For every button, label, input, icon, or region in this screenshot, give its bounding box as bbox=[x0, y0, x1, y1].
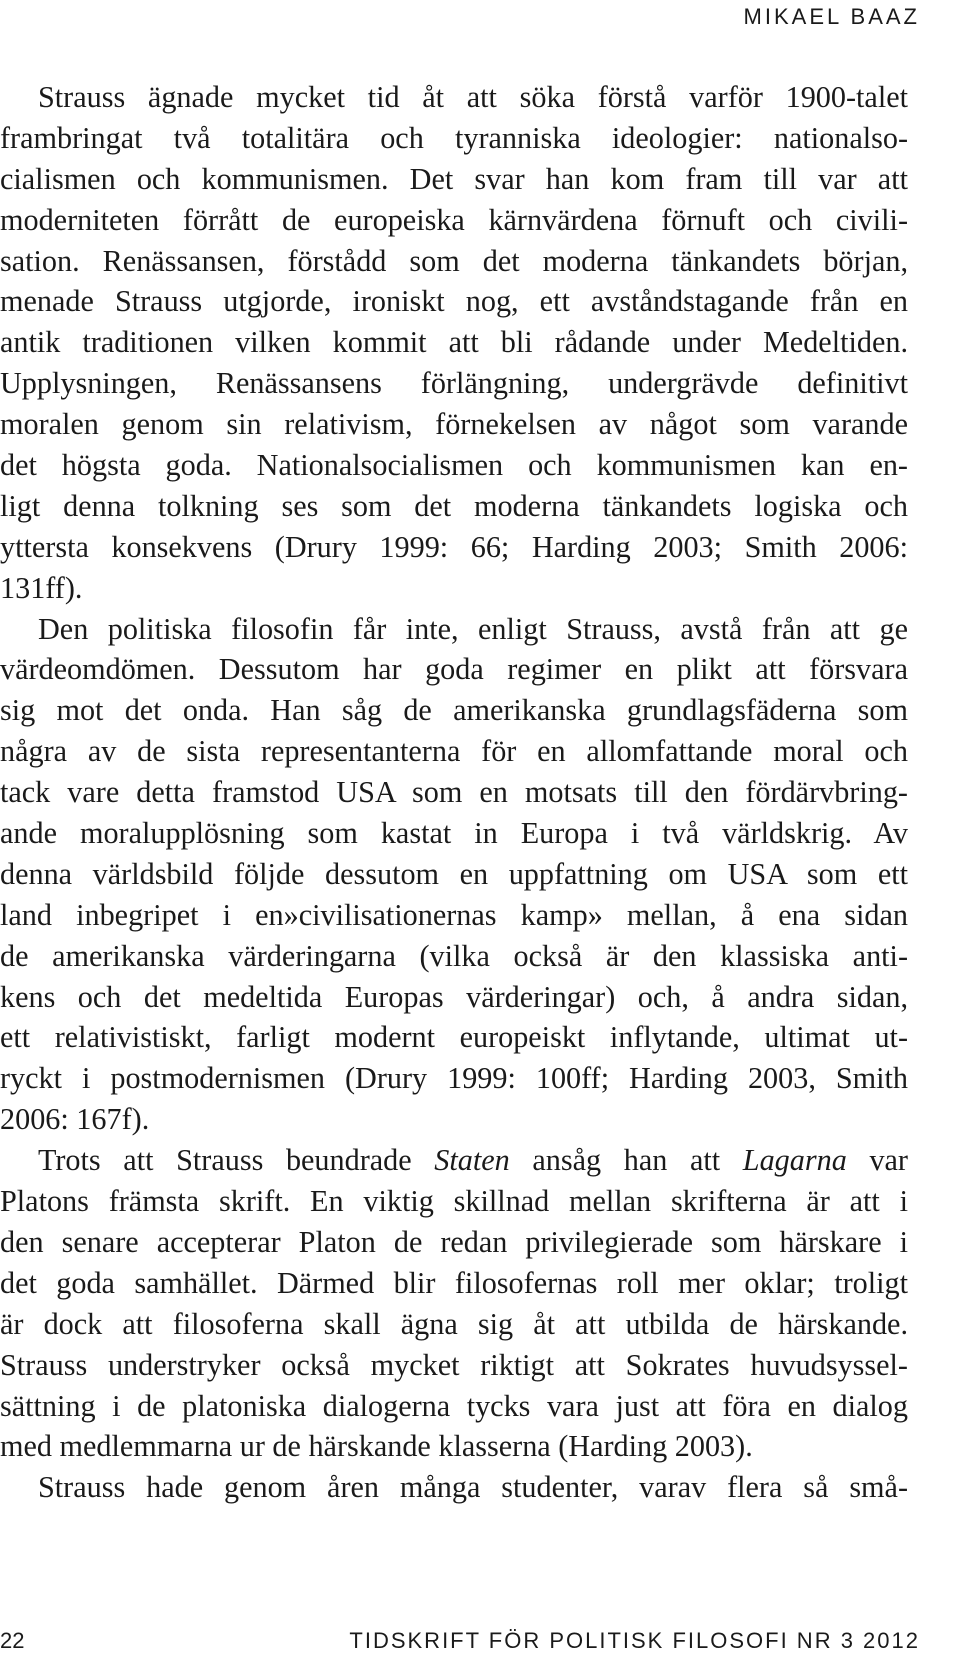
text-line: moderniteten förrått de europeiska kärnvärdena förnuft och civili- bbox=[0, 202, 908, 237]
text-line: det högsta goda. Nationalsocialismen och kommunismen kan en- bbox=[0, 448, 908, 483]
text-line: menade Strauss utgjorde, ironiskt nog, ett avståndstagande från en bbox=[0, 284, 908, 319]
text-line: ett relativistiskt, farligt modernt europeiskt inflytande, ultimat ut- bbox=[0, 1020, 908, 1055]
text-run: Trots att Strauss beundrade bbox=[38, 1143, 435, 1178]
text-line: 2006: 167f). bbox=[0, 1102, 150, 1137]
text-line: Den politiska filosofin får inte, enligt Strauss, avstå från att ge bbox=[38, 611, 908, 646]
journal-footer: TIDSKRIFT FÖR POLITISK FILOSOFI NR 3 2012 bbox=[349, 1628, 920, 1653]
text-line: Strauss hade genom åren många studenter, varav flera så små- bbox=[38, 1470, 908, 1505]
paragraph bbox=[0, 1140, 908, 1467]
text-line: sig mot det onda. Han såg de amerikanska grundlagsfäderna som bbox=[0, 693, 908, 728]
paragraph bbox=[0, 609, 908, 1141]
text-line: är dock att filosoferna skall ägna sig åt att utbilda de härskande. bbox=[0, 1306, 908, 1341]
running-head-author: MIKAEL BAAZ bbox=[743, 4, 920, 29]
text-line: Platons främsta skrift. En viktig skillnad mellan skrifterna är att i bbox=[0, 1184, 908, 1219]
italic-title-staten: Staten bbox=[434, 1143, 510, 1178]
text-run: var bbox=[846, 1143, 908, 1178]
text-line: Strauss understryker också mycket riktigt att Sokrates huvudsyssel- bbox=[0, 1347, 908, 1382]
text-line: några av de sista representanterna för en allomfattande moral och bbox=[0, 734, 908, 769]
article-body bbox=[0, 77, 908, 1508]
text-line: ande moralupplösning som kastat in Europa i två världskrig. Av bbox=[0, 816, 908, 851]
text-line: ligt denna tolkning ses som det moderna tänkandets logiska och bbox=[0, 488, 908, 523]
text-line: antik traditionen vilken kommit att bli rådande under Medeltiden. bbox=[0, 325, 908, 360]
text-line: kens och det medeltida Europas värderingar) och, å andra sidan, bbox=[0, 979, 908, 1014]
text-line: Upplysningen, Renässansens förlängning, undergrävde definitivt bbox=[0, 366, 908, 401]
text-line: ryckt i postmodernismen (Drury 1999: 100ff; Harding 2003, Smith bbox=[0, 1061, 908, 1096]
text-line: tack vare detta framstod USA som en motsats till den fördärvbring- bbox=[0, 775, 908, 810]
paragraph bbox=[0, 77, 908, 609]
text-line: sation. Renässansen, förstådd som det moderna tänkandets början, bbox=[0, 243, 908, 278]
text-line: sättning i de platoniska dialogerna tycks vara just att föra en dialog bbox=[0, 1388, 908, 1423]
text-line: med medlemmarna ur de härskande klasserna (Harding 2003). bbox=[0, 1429, 753, 1464]
text-line: land inbegripet i en»civilisationernas kamp» mellan, å ena sidan bbox=[0, 897, 908, 932]
text-line: frambringat två totalitära och tyranniska ideologier: nationalso- bbox=[0, 120, 908, 155]
text-line bbox=[0, 1140, 908, 1181]
text-line: cialismen och kommunismen. Det svar han kom fram till var att bbox=[0, 161, 908, 196]
text-line: de amerikanska värderingarna (vilka också är den klassiska anti- bbox=[0, 938, 908, 973]
text-line: denna världsbild följde dessutom en uppfattning om USA som ett bbox=[0, 856, 908, 891]
text-line: den senare accepterar Platon de redan privilegierade som härskare i bbox=[0, 1224, 908, 1259]
text-line: 131ff). bbox=[0, 570, 83, 605]
italic-title-lagarna: Lagarna bbox=[742, 1143, 847, 1178]
text-run: ansåg han att bbox=[509, 1143, 743, 1178]
text-line: Strauss ägnade mycket tid åt att söka förstå varför 1900-talet bbox=[38, 80, 908, 114]
paragraph bbox=[0, 1467, 908, 1508]
page-number: 22 bbox=[0, 1628, 25, 1653]
text-line: det goda samhället. Därmed blir filosofernas roll mer oklar; troligt bbox=[0, 1265, 908, 1300]
text-line: moralen genom sin relativism, förnekelsen av något som varande bbox=[0, 407, 908, 442]
text-line: yttersta konsekvens (Drury 1999: 66; Harding 2003; Smith 2006: bbox=[0, 529, 908, 564]
text-line: värdeomdömen. Dessutom har goda regimer en plikt att försvara bbox=[0, 652, 908, 687]
